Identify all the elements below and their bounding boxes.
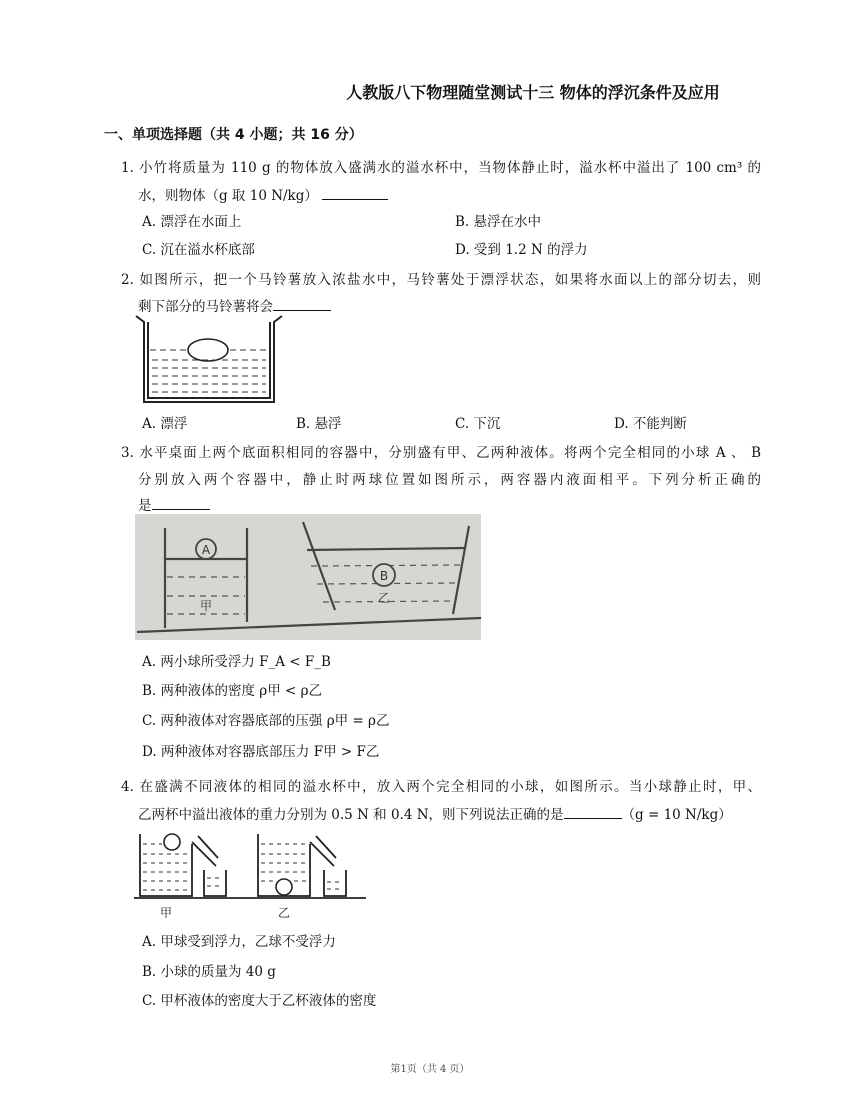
- container-yi-label: 乙: [377, 591, 391, 605]
- container-jia-label: 甲: [199, 599, 213, 613]
- q3-option-b: B. 两种液体的密度 ρ甲 < ρ乙: [142, 683, 323, 699]
- q3-stem-line1: 3. 水平桌面上两个底面积相同的容器中，分别盛有甲、乙两种液体。将两个完全相同的小球 A 、 B: [121, 445, 761, 461]
- ball-yi: [276, 879, 292, 895]
- answer-blank: [273, 297, 331, 311]
- q2-option-a: A. 漂浮: [142, 416, 188, 432]
- q2-option-d: D. 不能判断: [614, 416, 687, 432]
- two-containers-photo-figure: [135, 514, 481, 640]
- q4-option-b: B. 小球的质量为 40 g: [142, 964, 276, 980]
- q3-stem-line2: 分别放入两个容器中，静止时两球位置如图所示，两容器内液面相平。下列分析正确的: [138, 472, 761, 488]
- potato-beaker-figure: [134, 312, 284, 408]
- potato-shape: [188, 339, 228, 361]
- section-heading: 一、单项选择题（共 4 小题；共 16 分）: [104, 127, 363, 143]
- q4-stem-line1: 4. 在盛满不同液体的相同的溢水杯中，放入两个完全相同的小球，如图所示。当小球静止时，甲、: [121, 779, 761, 795]
- page-title: 人教版八下物理随堂测试十三 物体的浮沉条件及应用: [346, 83, 720, 102]
- q1-stem-line2: 水，则物体（g 取 10 N/kg）: [138, 184, 388, 204]
- q1-option-a: A. 漂浮在水面上: [142, 214, 242, 230]
- q1-option-b: B. 悬浮在水中: [455, 214, 542, 230]
- answer-blank: [322, 186, 388, 200]
- ball-a-label: A: [201, 543, 211, 557]
- cup-yi-label: 乙: [277, 906, 291, 920]
- q4-option-a: A. 甲球受到浮力，乙球不受浮力: [142, 934, 336, 950]
- q4-stem-line2: 乙两杯中溢出液体的重力分别为 0.5 N 和 0.4 N，则下列说法正确的是 （g = 10 N/kg）: [138, 807, 732, 823]
- answer-blank: [152, 496, 210, 510]
- q2-stem-line1: 2. 如图所示，把一个马铃薯放入浓盐水中，马铃薯处于漂浮状态，如果将水面以上的部分切去，则: [121, 272, 761, 288]
- q3-option-c: C. 两种液体对容器底部的压强 ρ甲 = ρ乙: [142, 713, 390, 729]
- q2-option-c: C. 下沉: [455, 416, 501, 432]
- q1-option-c: C. 沉在溢水杯底部: [142, 242, 255, 258]
- cup-jia-label: 甲: [159, 906, 173, 920]
- q4-option-c: C. 甲杯液体的密度大于乙杯液体的密度: [142, 993, 377, 1009]
- q2-stem-line2: 剩下部分的马铃薯将会: [138, 295, 331, 315]
- q3-option-d: D. 两种液体对容器底部压力 F甲 > F乙: [142, 744, 380, 760]
- q2-option-b: B. 悬浮: [296, 416, 342, 432]
- ball-b-label: B: [379, 569, 389, 583]
- q3-option-a: A. 两小球所受浮力 F_A < F_B: [142, 654, 331, 670]
- q1-stem-line1: 1. 小竹将质量为 110 g 的物体放入盛满水的溢水杯中，当物体静止时，溢水杯中溢出了 100 cm³ 的: [121, 160, 761, 176]
- answer-blank: [564, 805, 622, 819]
- q1-option-d: D. 受到 1.2 N 的浮力: [455, 242, 588, 258]
- page-footer: 第1页（共 4 页）: [390, 1064, 470, 1075]
- overflow-cups-figure: [134, 826, 366, 922]
- q3-stem-line3: 是: [138, 494, 210, 514]
- ball-jia: [164, 834, 180, 850]
